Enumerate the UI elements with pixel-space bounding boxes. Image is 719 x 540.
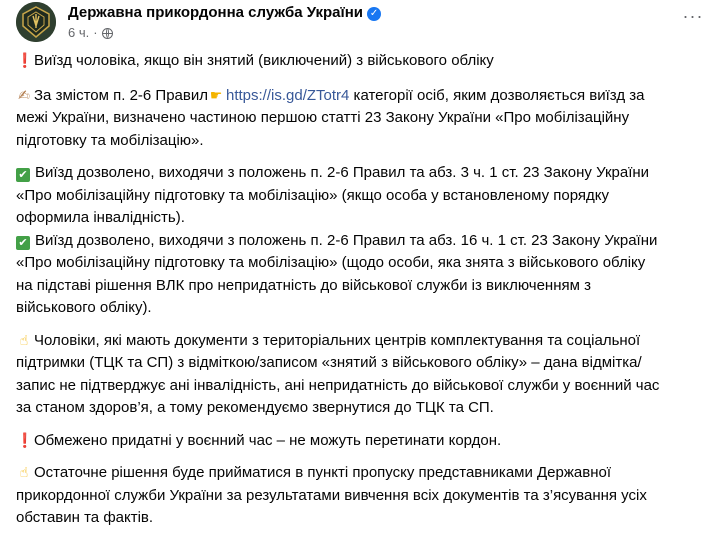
- text-line: підтримки (ТЦК та СП) з відміткою/записом «знятий з військового обліку» – дана відмітка/: [16, 354, 642, 371]
- writing-hand-icon: ✍: [18, 87, 30, 104]
- pointing-hand-icon: ☝: [19, 465, 29, 481]
- text-line: за станом здоров’я, а тому рекомендуємо звернутися до ТЦК та СП.: [16, 399, 494, 416]
- text-line: військового обліку).: [16, 299, 152, 316]
- green-check-icon: ✔: [16, 168, 30, 182]
- globe-icon[interactable]: [102, 28, 113, 39]
- paragraph-1: [16, 50, 706, 73]
- text-line: запис не підтверджує ані інвалідність, ані непридатність до військової служби у воєнний час: [16, 376, 660, 394]
- rules-link[interactable]: https://is.gd/ZTotr4: [226, 86, 350, 104]
- text-line: оформила інвалідність).: [16, 209, 185, 226]
- text-line: ☝ Остаточне рішення буде прийматися в пункті пропуску представниками Державної: [16, 462, 706, 485]
- text-line: ☝ Чоловіки, які мають документи з територіальних центрів комплектування та соціальної: [16, 330, 706, 353]
- separator-dot: ·: [93, 25, 98, 40]
- text-line: ✔ Виїзд дозволено, виходячи з положень п. 2-6 Правил та абз. 16 ч. 1 ст. 23 Закону України: [16, 230, 706, 253]
- page-name-text[interactable]: Державна прикордонна служба України: [68, 4, 364, 21]
- text-line: «Про мобілізаційну підготовку та мобілізацію» (якщо особа у встановленому порядку: [16, 186, 610, 204]
- red-exclamation-icon: ❗: [16, 432, 34, 449]
- paragraph-4: [16, 230, 706, 320]
- border-guard-emblem-icon: [16, 2, 56, 42]
- pointing-hand-icon: ☛: [209, 87, 223, 104]
- paragraph-2: [16, 85, 706, 153]
- verified-badge-icon: ✓: [367, 7, 381, 21]
- text-line: підготовку та мобілізацію».: [16, 131, 204, 149]
- text-line: на підставі рішення ВЛК про непридатність до військової служби із виключенням з: [16, 276, 591, 294]
- text-line: прикордонної служби України за результатами вивчення всіх документів та з’ясування усіх: [16, 486, 647, 504]
- text-line: обставин та фактів.: [16, 509, 154, 526]
- text-line: ✍ За змістом п. 2-6 Правил ☛ https://is.gd/ZTotr4 категорії осіб, яким дозволяється виїзд за: [16, 85, 706, 108]
- paragraph-3: [16, 162, 706, 230]
- red-exclamation-icon: ❗: [16, 53, 34, 69]
- paragraph-5: [16, 330, 706, 420]
- text-line: межі України, визначено частиною першою статті 23 Закону України «Про мобілізаційну: [16, 109, 630, 126]
- text-line: «Про мобілізаційну підготовку та мобілізацію» (щодо особи, яка знята з військового обліку: [16, 254, 646, 271]
- post-header: [16, 2, 711, 46]
- pointing-hand-icon: ☝: [19, 332, 29, 349]
- post-text: [16, 50, 706, 540]
- text-line: ✔ Виїзд дозволено, виходячи з положень п. 2-6 Правил та абз. 3 ч. 1 ст. 23 Закону України: [16, 162, 706, 185]
- green-check-icon: ✔: [16, 236, 30, 250]
- page-avatar[interactable]: [16, 2, 56, 42]
- text-line: ❗Виїзд чоловіка, якщо він знятий (виключений) з військового обліку: [16, 50, 706, 73]
- post-time[interactable]: 6 ч.: [68, 25, 90, 40]
- text-line: ❗Обмежено придатні у воєнний час – не можуть перетинати кордон.: [16, 430, 706, 453]
- paragraph-6: [16, 430, 706, 453]
- post-meta: [68, 25, 113, 40]
- paragraph-7: [16, 462, 706, 530]
- page-name[interactable]: [68, 4, 381, 21]
- more-options-button[interactable]: ···: [682, 6, 704, 26]
